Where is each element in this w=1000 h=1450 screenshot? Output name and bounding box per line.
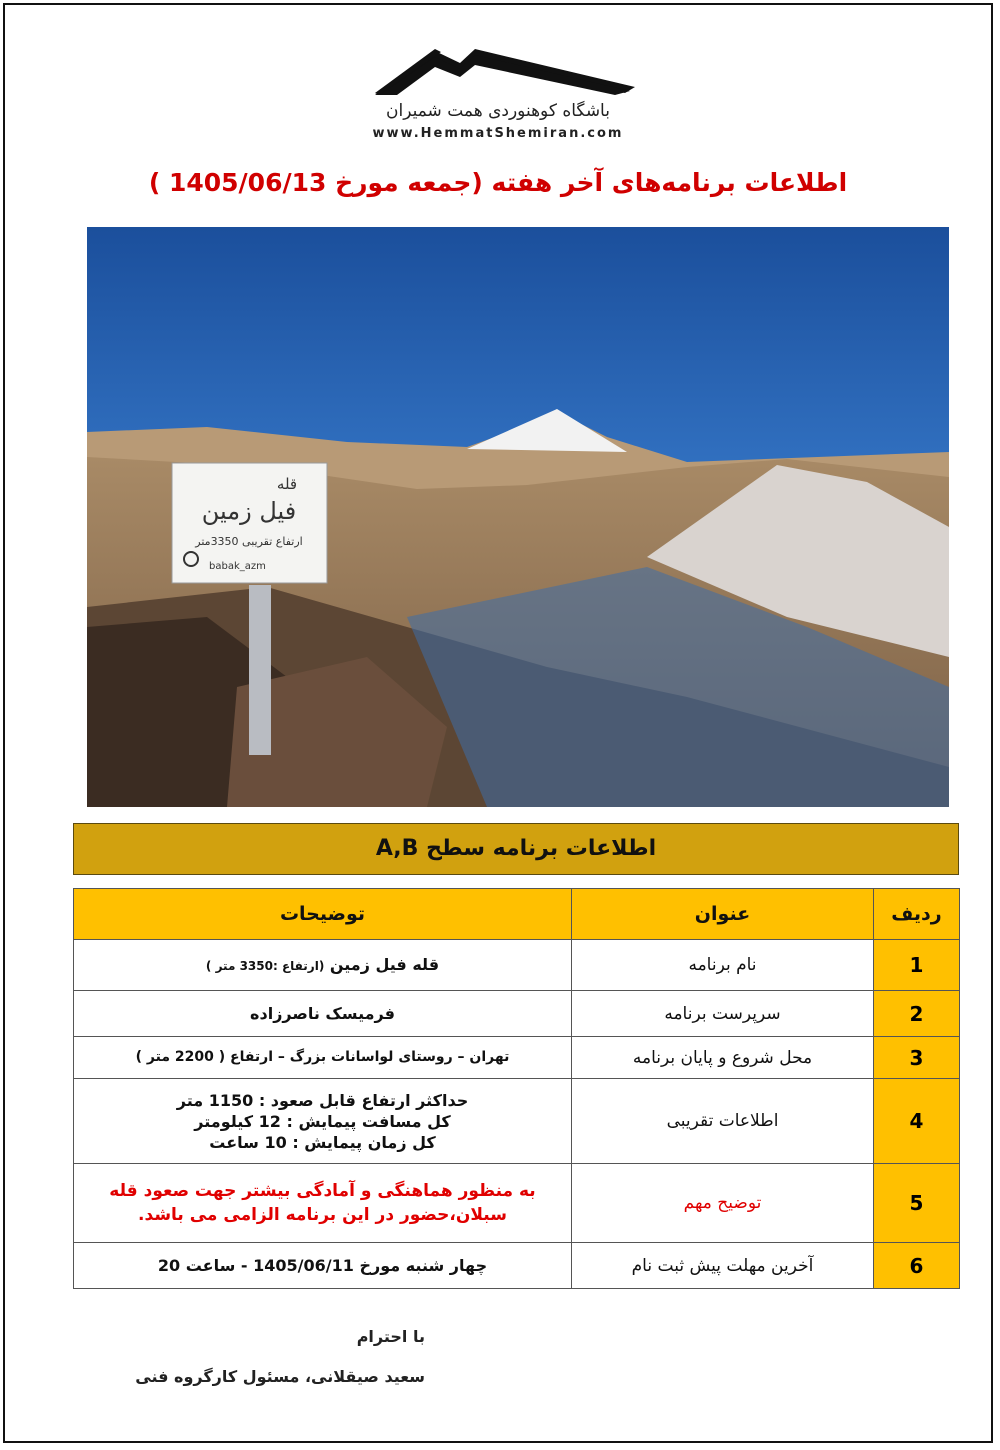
row-title: توضیح مهم xyxy=(572,1164,874,1243)
mountain-logo-icon xyxy=(375,33,635,99)
row-desc-line: به منظور هماهنگی و آمادگی بیشتر جهت صعود قله xyxy=(109,1181,536,1201)
club-website: www.HemmatShemiran.com xyxy=(372,126,624,141)
table-header-row xyxy=(74,889,960,940)
row-title: اطلاعات تقریبی xyxy=(572,1079,874,1164)
table-row xyxy=(74,1079,960,1164)
table-row xyxy=(74,1164,960,1243)
row-desc-line: حداکثر ارتفاع قابل صعود : 1150 متر xyxy=(176,1090,469,1110)
program-info-table xyxy=(73,888,960,1289)
row-desc xyxy=(74,1079,572,1164)
signature-text: سعید صیقلانی، مسئول کارگروه فنی xyxy=(135,1367,425,1386)
row-desc xyxy=(74,1164,572,1243)
row-desc: فرمیسک ناصرزاده xyxy=(74,991,572,1037)
summit-sign-line3: ارتفاع تقریبی 3350متر xyxy=(195,535,303,548)
row-num: 1 xyxy=(874,940,960,991)
row-num: 5 xyxy=(874,1164,960,1243)
summit-sign-handle: babak_azm xyxy=(209,561,266,572)
table-row xyxy=(74,940,960,991)
summit-sign-line2: فیل زمین xyxy=(201,497,297,525)
summit-sign-line1: قله xyxy=(276,475,298,493)
page-frame xyxy=(3,3,993,1443)
header-num: ردیف xyxy=(874,889,960,940)
header-desc: توضیحات xyxy=(74,889,572,940)
row-title: محل شروع و پایان برنامه xyxy=(572,1037,874,1079)
section-heading: اطلاعات برنامه سطح A,B xyxy=(73,823,959,875)
row-desc-line: کل مسافت پیمایش : 12 کیلومتر xyxy=(194,1111,451,1131)
table-row xyxy=(74,1037,960,1079)
row-desc-note: (ارتفاع :3350 متر ) xyxy=(205,958,325,973)
row-title: سرپرست برنامه xyxy=(572,991,874,1037)
row-num: 4 xyxy=(874,1079,960,1164)
row-desc: چهار شنبه مورخ 1405/06/11 - ساعت 20 xyxy=(74,1243,572,1289)
summit-photo xyxy=(87,227,949,807)
row-desc xyxy=(74,940,572,991)
row-desc-line: سبلان،حضور در این برنامه الزامی می باشد. xyxy=(138,1205,507,1225)
regards-text: با احترام xyxy=(356,1327,425,1346)
header-title: عنوان xyxy=(572,889,874,940)
row-num: 3 xyxy=(874,1037,960,1079)
row-desc-line: کل زمان پیمایش : 10 ساعت xyxy=(209,1132,436,1152)
row-title: آخرین مهلت پیش ثبت نام xyxy=(572,1243,874,1289)
row-desc-main: قله فیل زمین xyxy=(329,954,440,974)
club-name: باشگاه کوهنوردی همت شمیران xyxy=(386,101,610,121)
row-desc: تهران – روستای لواسانات بزرگ – ارتفاع ( 2200 متر ) xyxy=(74,1037,572,1079)
table-row xyxy=(74,1243,960,1289)
row-num: 2 xyxy=(874,991,960,1037)
row-num: 6 xyxy=(874,1243,960,1289)
club-logo xyxy=(5,33,991,143)
page-title: اطلاعات برنامه‌های آخر هفته (جمعه مورخ 1405/06/13 ) xyxy=(148,168,848,197)
row-title: نام برنامه xyxy=(572,940,874,991)
table-row xyxy=(74,991,960,1037)
